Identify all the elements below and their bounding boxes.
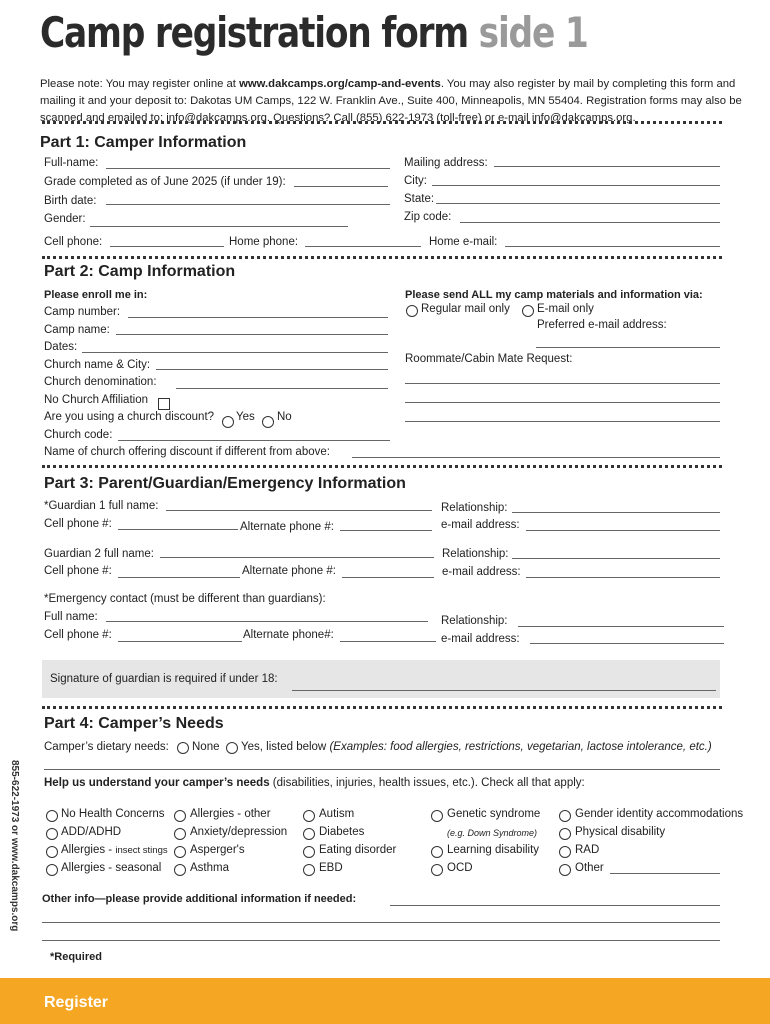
ebd-radio[interactable] (303, 864, 315, 876)
guardian1-email-field[interactable] (526, 530, 720, 531)
dietary-none-label: None (192, 741, 220, 753)
no-health-radio[interactable] (46, 810, 58, 822)
full-name-label: Full-name: (44, 157, 99, 169)
church-code-field[interactable] (118, 440, 390, 441)
church-city-field[interactable] (156, 369, 388, 370)
part1-heading: Part 1: Camper Information (40, 134, 247, 151)
other-info-field-1[interactable] (390, 905, 720, 906)
other-info-label: Other info—please provide additional information if needed: (42, 893, 357, 905)
mailing-field[interactable] (494, 166, 720, 167)
title-side: side 1 (478, 8, 588, 57)
aspergers-label: Asperger's (190, 844, 245, 856)
no-affiliation-label: No Church Affiliation (44, 394, 148, 406)
discount-label: Are you using a church discount? (44, 411, 215, 423)
divider (42, 121, 722, 124)
guardian1-cell-field[interactable] (118, 529, 238, 530)
roommate-label: Roommate/Cabin Mate Request: (405, 353, 573, 365)
page-title: Camp registration form side 1 (40, 8, 588, 57)
home-phone-field[interactable] (305, 246, 421, 247)
church-code-label: Church code: (44, 429, 113, 441)
divider (42, 706, 722, 709)
church-offering-label: Name of church offering discount if different from above: (44, 446, 330, 458)
email-only-label: E-mail only (537, 303, 594, 315)
other-info-field-2[interactable] (42, 922, 720, 923)
intro-url[interactable]: www.dakcamps.org/camp-and-events (239, 78, 441, 90)
emergency-cell-label: Cell phone #: (44, 629, 112, 641)
physical-disability-label: Physical disability (575, 826, 666, 838)
ocd-label: OCD (447, 862, 473, 874)
rad-radio[interactable] (559, 846, 571, 858)
full-name-field[interactable] (106, 168, 390, 169)
allergies-other-radio[interactable] (174, 810, 186, 822)
enroll-label: Please enroll me in: (44, 289, 148, 301)
genetic-radio[interactable] (431, 810, 443, 822)
zip-field[interactable] (460, 222, 720, 223)
no-health-label: No Health Concerns (61, 808, 165, 820)
home-email-field[interactable] (505, 246, 720, 247)
birth-date-field[interactable] (106, 204, 390, 205)
autism-label: Autism (319, 808, 355, 820)
city-field[interactable] (432, 185, 720, 186)
guardian2-cell-label: Cell phone #: (44, 565, 112, 577)
gender-identity-radio[interactable] (559, 810, 571, 822)
side-contact-text: 855-622-1973 or www.dakcamps.org (9, 760, 20, 932)
guardian2-rel-label: Relationship: (442, 548, 509, 560)
ebd-label: EBD (319, 862, 343, 874)
guardian2-rel-field[interactable] (512, 558, 720, 559)
grade-field[interactable] (294, 186, 388, 187)
emergency-rel-field[interactable] (518, 626, 724, 627)
denomination-field[interactable] (176, 388, 388, 389)
gender-identity-label: Gender identity accommodations (575, 808, 744, 820)
dietary-yes-radio[interactable] (226, 742, 238, 754)
emergency-name-label: Full name: (44, 611, 98, 623)
register-bar[interactable] (0, 978, 770, 1024)
help-label: Help us understand your camper’s needs (disabilities, injuries, health issues, etc.). Check all that apply: (44, 777, 585, 789)
allergies-insect-radio[interactable] (46, 846, 58, 858)
camp-number-field[interactable] (128, 317, 388, 318)
guardian1-rel-field[interactable] (512, 512, 720, 513)
allergies-insect-label: Allergies - insect stings (61, 844, 168, 856)
roommate-field-1[interactable] (405, 383, 720, 384)
no-affiliation-checkbox[interactable] (158, 398, 170, 410)
guardian2-cell-field[interactable] (118, 577, 240, 578)
guardian2-name-label: Guardian 2 full name: (44, 548, 154, 560)
mailing-label: Mailing address: (404, 157, 488, 169)
cell-field[interactable] (110, 246, 224, 247)
asthma-label: Asthma (190, 862, 229, 874)
camp-name-field[interactable] (116, 334, 388, 335)
learning-radio[interactable] (431, 846, 443, 858)
other-info-field-3[interactable] (42, 940, 720, 941)
discount-yes-radio[interactable] (222, 416, 234, 428)
discount-no-label: No (277, 411, 292, 423)
guardian2-email-label: e-mail address: (442, 566, 521, 578)
state-field[interactable] (436, 203, 720, 204)
dates-label: Dates: (44, 341, 78, 353)
denomination-label: Church denomination: (44, 376, 157, 388)
anxiety-label: Anxiety/depression (190, 826, 288, 838)
divider (42, 465, 722, 468)
guardian1-cell-label: Cell phone #: (44, 518, 112, 530)
gender-field[interactable] (90, 226, 348, 227)
church-city-label: Church name & City: (44, 359, 151, 371)
emergency-email-field[interactable] (530, 643, 724, 644)
required-note: *Required (50, 951, 102, 963)
signature-label: Signature of guardian is required if under 18: (50, 673, 278, 685)
divider (42, 256, 722, 259)
adhd-radio[interactable] (46, 828, 58, 840)
home-email-label: Home e-mail: (429, 236, 498, 248)
part4-heading: Part 4: Camper’s Needs (44, 715, 224, 732)
discount-no-radio[interactable] (262, 416, 274, 428)
emergency-alt-label: Alternate phone#: (243, 629, 334, 641)
roommate-field-3[interactable] (405, 421, 720, 422)
aspergers-radio[interactable] (174, 846, 186, 858)
guardian1-alt-field[interactable] (340, 530, 432, 531)
roommate-field-2[interactable] (405, 402, 720, 403)
guardian2-alt-field[interactable] (342, 577, 434, 578)
physical-disability-radio[interactable] (559, 828, 571, 840)
dietary-field[interactable] (44, 769, 720, 770)
guardian1-rel-label: Relationship: (441, 502, 508, 514)
allergies-seasonal-label: Allergies - seasonal (61, 862, 162, 874)
asthma-radio[interactable] (174, 864, 186, 876)
anxiety-radio[interactable] (174, 828, 186, 840)
part3-heading: Part 3: Parent/Guardian/Emergency Information (44, 475, 406, 492)
ocd-radio[interactable] (431, 864, 443, 876)
learning-label: Learning disability (447, 844, 540, 856)
emergency-cell-field[interactable] (118, 641, 242, 642)
genetic-example: (e.g. Down Syndrome) (447, 828, 538, 838)
rad-label: RAD (575, 844, 600, 856)
regular-mail-label: Regular mail only (421, 303, 510, 315)
send-via-label: Please send ALL my camp materials and information via: (405, 289, 703, 301)
register-button[interactable]: Register (44, 994, 109, 1011)
city-label: City: (404, 175, 427, 187)
other-field[interactable] (610, 873, 720, 874)
adhd-label: ADD/ADHD (61, 826, 122, 838)
emergency-rel-label: Relationship: (441, 615, 508, 627)
dietary-none-radio[interactable] (177, 742, 189, 754)
cell-label: Cell phone: (44, 236, 103, 248)
guardian1-email-label: e-mail address: (441, 519, 520, 531)
camp-number-label: Camp number: (44, 306, 121, 318)
pref-email-field[interactable] (536, 347, 720, 348)
email-only-radio[interactable] (522, 305, 534, 317)
other-label: Other (575, 862, 604, 874)
guardian1-alt-label: Alternate phone #: (240, 521, 334, 533)
intro-paragraph: Please note: You may register online at www.dakcamps.org/camp-and-events. You may also register by mail by completing this form and mailing it and your deposit to: Dakotas UM Camps, 122 W. Franklin Ave., Suite 400, Minneapolis, MN 55404. Registration forms may also be scanned and emailed to: info@dakcamps.org. Questions? Call (855) 622-1973 (toll-free) or e-mail info@dakcamps.org. (40, 78, 742, 124)
part2-heading: Part 2: Camp Information (44, 263, 236, 280)
guardian2-name-field[interactable] (160, 557, 434, 558)
camp-name-label: Camp name: (44, 324, 110, 336)
grade-label: Grade completed as of June 2025 (if under 19): (44, 176, 286, 188)
guardian2-email-field[interactable] (526, 577, 720, 578)
eating-disorder-radio[interactable] (303, 846, 315, 858)
guardian1-name-field[interactable] (166, 510, 432, 511)
dietary-yes-label: Yes, listed below (Examples: food allergies, restrictions, vegetarian, lactose intolerance, etc.) (241, 741, 712, 753)
state-label: State: (404, 193, 435, 205)
guardian1-name-label: *Guardian 1 full name: (44, 500, 159, 512)
diabetes-label: Diabetes (319, 826, 365, 838)
emergency-email-label: e-mail address: (441, 633, 520, 645)
church-offering-field[interactable] (352, 457, 720, 458)
dietary-label: Camper’s dietary needs: (44, 741, 169, 753)
gender-label: Gender: (44, 213, 86, 225)
emergency-name-field[interactable] (106, 621, 428, 622)
allergies-seasonal-radio[interactable] (46, 864, 58, 876)
genetic-label: Genetic syndrome (447, 808, 541, 820)
diabetes-radio[interactable] (303, 828, 315, 840)
discount-yes-label: Yes (236, 411, 255, 423)
dates-field[interactable] (82, 352, 388, 353)
zip-label: Zip code: (404, 211, 452, 223)
signature-field[interactable] (292, 690, 716, 691)
eating-disorder-label: Eating disorder (319, 844, 397, 856)
autism-radio[interactable] (303, 810, 315, 822)
emergency-label: *Emergency contact (must be different than guardians): (44, 593, 326, 605)
allergies-other-label: Allergies - other (190, 808, 271, 820)
birth-date-label: Birth date: (44, 195, 97, 207)
pref-email-label: Preferred e-mail address: (537, 319, 667, 331)
emergency-alt-field[interactable] (340, 641, 436, 642)
home-phone-label: Home phone: (229, 236, 299, 248)
other-radio[interactable] (559, 864, 571, 876)
guardian2-alt-label: Alternate phone #: (242, 565, 336, 577)
regular-mail-radio[interactable] (406, 305, 418, 317)
